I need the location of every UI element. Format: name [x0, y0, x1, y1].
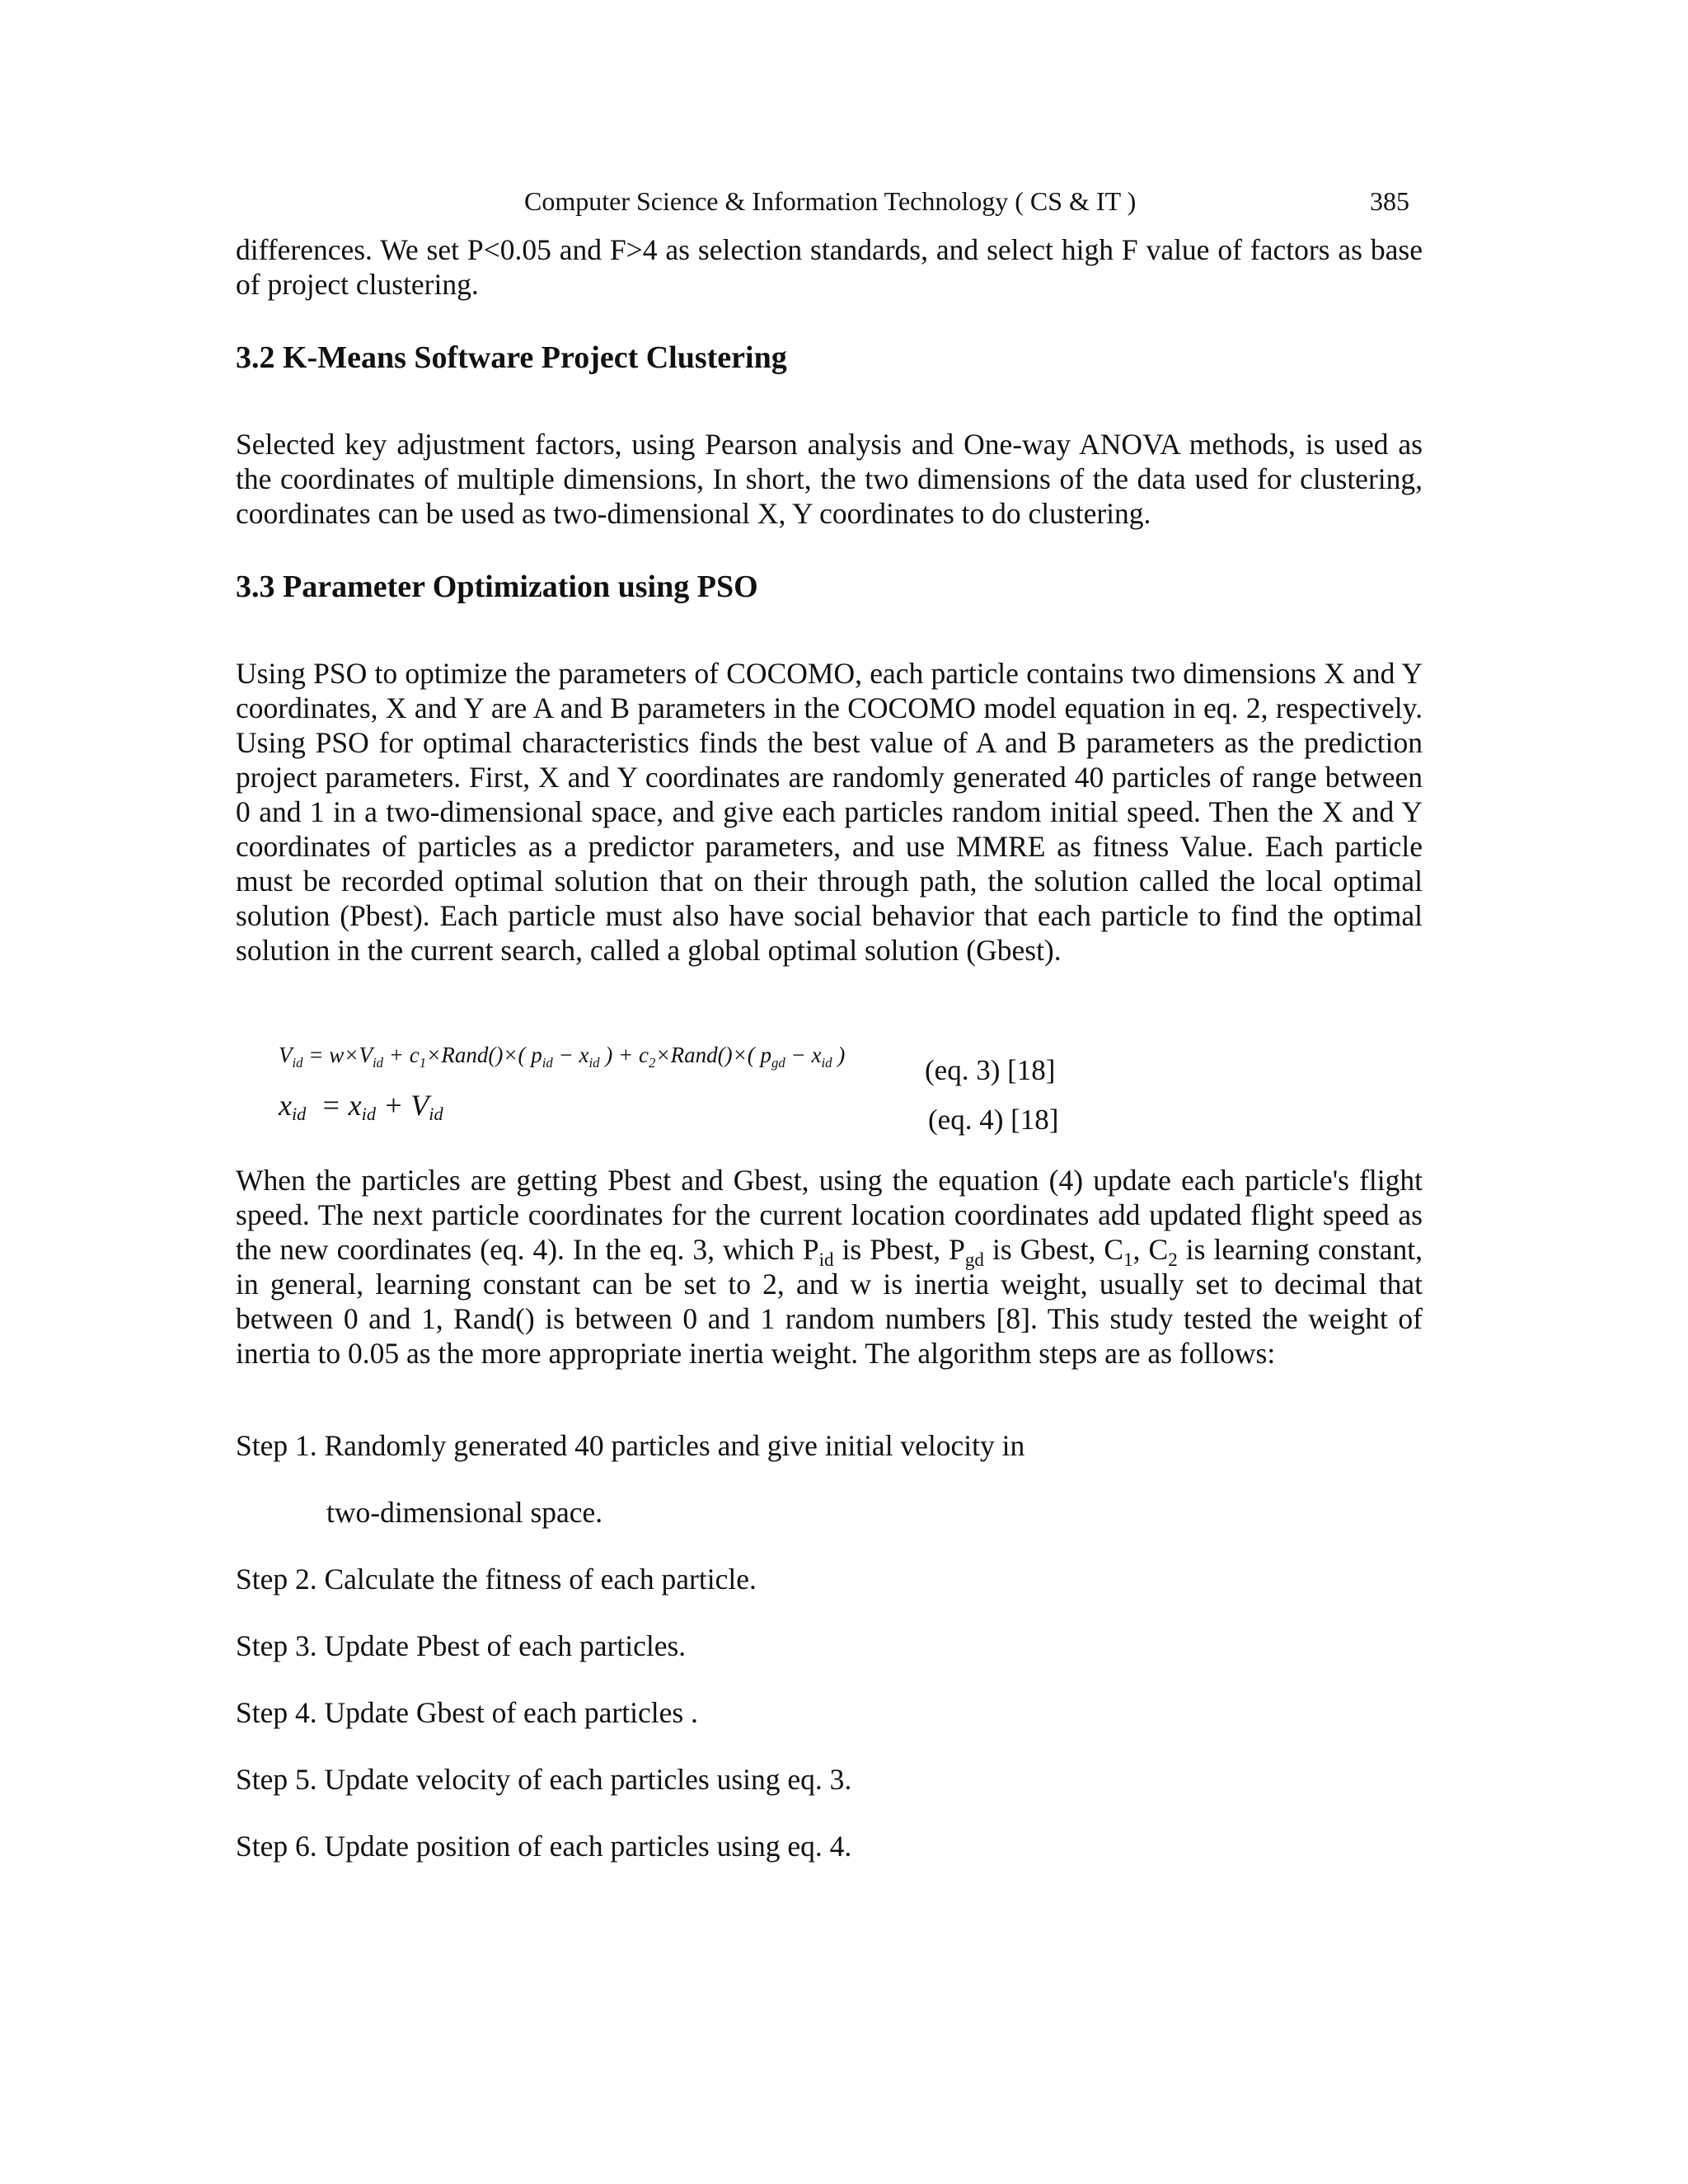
- step-3: Step 3. Update Pbest of each particles.: [236, 1629, 687, 1662]
- equation-velocity-update: $V_{id} = w\times V_{id}$ + $c_1\times Rand()\times$( $p_{id} - x_{id}$ ) + $c_2\times Rand()\times$( $p_{gd} - x_{id}$ ): [279, 1043, 846, 1071]
- section-3-3-heading: 3.3 Parameter Optimization using PSO: [236, 569, 758, 604]
- section-3-2-paragraph: Selected key adjustment factors, using Pearson analysis and One-way ANOVA methods, is used as the coordinates of multiple dimensions, In short, the two dimensions of the data used for clustering, coordinates can be used as two-dimensional X, Y coordinates to do clustering.: [236, 428, 1423, 530]
- step-2: Step 2. Calculate the fitness of each particle.: [236, 1563, 757, 1596]
- equation-position-update: $x_{id} = x_{id} + V_{id}$: [279, 1089, 443, 1124]
- step-1: Step 1. Randomly generated 40 particles and give initial velocity in: [236, 1429, 1025, 1462]
- page-number: 385: [1370, 186, 1409, 216]
- intro-paragraph: differences. We set P<0.05 and F>4 as selection standards, and select high F value of factors as base of project clustering.: [236, 233, 1423, 301]
- step-5: Step 5. Update velocity of each particles using eq. 3.: [236, 1763, 852, 1796]
- equation-4-tag: (eq. 4) [18]: [928, 1104, 1059, 1136]
- running-header: Computer Science & Information Technology ( CS & IT ): [524, 186, 1137, 216]
- section-3-2-heading: 3.2 K-Means Software Project Clustering: [236, 340, 787, 375]
- explanation-paragraph: When the particles are getting Pbest and Gbest, using the equation (4) update each particle's flight speed. The next particle coordinates for the current location coordinates add updated flight speed as the new coordinates (eq. 4). In the eq. 3, which $P_{id}$ is Pbest, $P_{gd}$ is Gbest, $C_1$, $C_2$ is learning constant, in general, learning constant can be set to 2, and w is inertia weight, usually set to decimal that between 0 and 1, Rand() is between 0 and 1 random numbers [8]. This study tested the weight of inertia to 0.05 as the more appropriate inertia weight. The algorithm steps are as follows:: [236, 1164, 1423, 1370]
- section-3-3-paragraph: Using PSO to optimize the parameters of COCOMO, each particle contains two dimensions X and Y coordinates, X and Y are A and B parameters in the COCOMO model equation in eq. 2, respectively. Using PSO for optimal characteristics finds the best value of A and B parameters as the prediction project parameters. First, X and Y coordinates are randomly generated 40 particles of range between 0 and 1 in a two-dimensional space, and give each particles random initial speed. Then the X and Y coordinates of particles as a predictor parameters, and use MMRE as fitness Value. Each particle must be recorded optimal solution that on their through path, the solution called the local optimal solution (Pbest). Each particle must also have social behavior that each particle to find the optimal solution in the current search, called a global optimal solution (Gbest).: [236, 657, 1423, 967]
- step-1-continuation: two-dimensional space.: [326, 1496, 603, 1529]
- step-6: Step 6. Update position of each particles using eq. 4.: [236, 1830, 852, 1863]
- step-4: Step 4. Update Gbest of each particles .: [236, 1696, 698, 1729]
- equation-3-tag: (eq. 3) [18]: [925, 1054, 1056, 1086]
